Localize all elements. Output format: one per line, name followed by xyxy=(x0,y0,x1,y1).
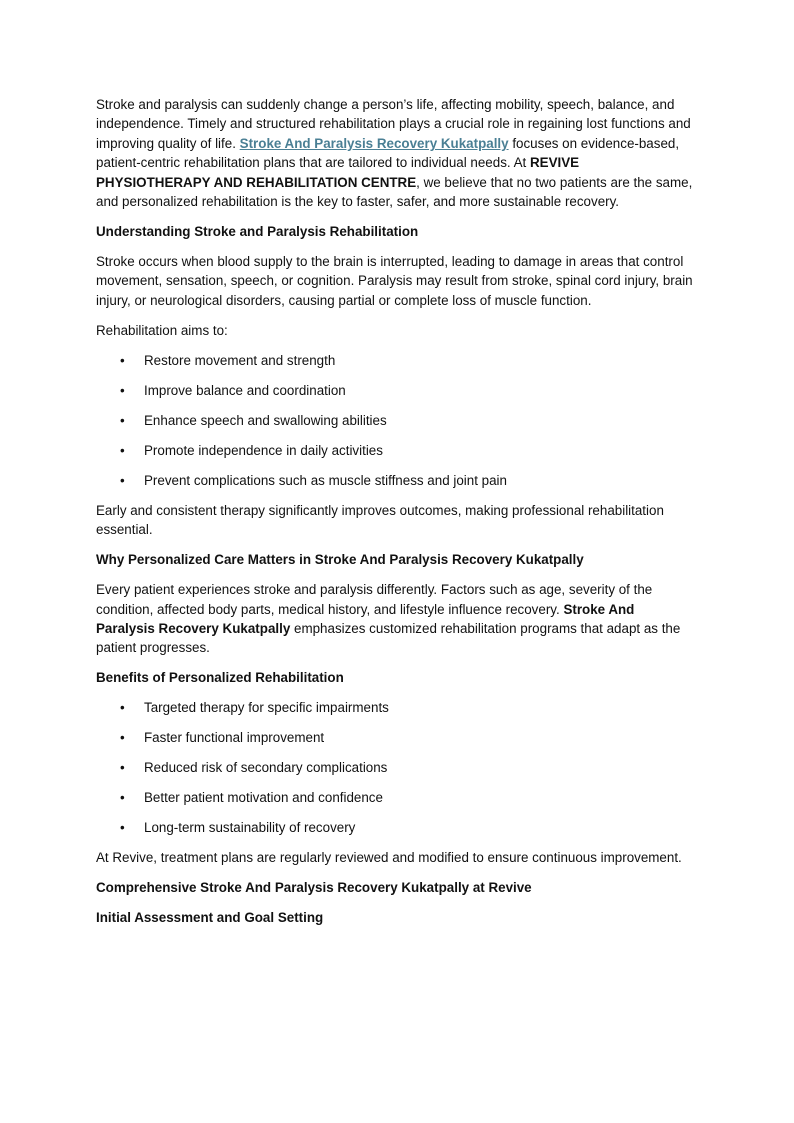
bullet-icon: • xyxy=(120,472,125,488)
section-heading: Understanding Stroke and Paralysis Rehabilitation xyxy=(96,224,419,240)
paragraph: Rehabilitation aims to: xyxy=(96,322,228,338)
document-page xyxy=(96,95,696,938)
list-item: • Enhance speech and swallowing abilities xyxy=(96,411,696,430)
list-item: • Promote independence in daily activities xyxy=(96,441,696,460)
list-item: • Prevent complications such as muscle stiffness and joint pain xyxy=(96,471,696,490)
bullet-icon: • xyxy=(120,760,125,776)
paragraph: Stroke occurs when blood supply to the brain is interrupted, leading to damage in areas that control movement, sensation, speech, or cognition. Paralysis may result from stroke, spinal cord injury, brain injury, or neurological disorders, causing partial or complete loss of muscle function. xyxy=(96,254,693,308)
section-heading: Comprehensive Stroke And Paralysis Recovery Kukatpally at Revive xyxy=(96,880,532,896)
section-heading: Why Personalized Care Matters in Stroke And Paralysis Recovery Kukatpally xyxy=(96,552,584,568)
list-item: • Long-term sustainability of recovery xyxy=(96,818,696,837)
list-item: • Faster functional improvement xyxy=(96,728,696,747)
clinic-name: REVIVE PHYSIOTHERAPY AND REHABILITATION CENTRE xyxy=(96,155,580,190)
paragraph: At Revive, treatment plans are regularly reviewed and modified to ensure continuous improvement. xyxy=(96,850,682,866)
recovery-link[interactable]: Stroke And Paralysis Recovery Kukatpally xyxy=(239,135,509,151)
bullet-icon: • xyxy=(120,730,125,746)
bullet-icon: • xyxy=(120,352,125,368)
paragraph: Every patient experiences stroke and paralysis differently. Factors such as age, severity of the condition, affected body parts, medical history, and lifestyle influence recovery. Stroke And Paralysis Recovery Kukatpally emphasizes customized rehabilitation programs that adapt as the patient progresses. xyxy=(96,582,681,656)
bullet-icon: • xyxy=(120,790,125,806)
bullet-icon: • xyxy=(120,700,125,716)
intro-paragraph: Stroke and paralysis can suddenly change a person’s life, affecting mobility, speech, balance, and independence. Timely and structured rehabilitation plays a crucial role in regaining lost functions and improving quality of life. Stroke And Paralysis Recovery Kukatpally focuses on evidence-based, patient-centric rehabilitation plans that are tailored to individual needs. At REVIVE PHYSIOTHERAPY AND REHABILITATION CENTRE, we believe that no two patients are the same, and personalized rehabilitation is the key to faster, safer, and more sustainable recovery. xyxy=(96,97,693,210)
section-heading: Benefits of Personalized Rehabilitation xyxy=(96,670,344,686)
bullet-icon: • xyxy=(120,442,125,458)
bullet-list xyxy=(96,351,696,490)
list-item: • Restore movement and strength xyxy=(96,351,696,370)
list-item: • Improve balance and coordination xyxy=(96,381,696,400)
list-item: • Targeted therapy for specific impairments xyxy=(96,698,696,717)
bullet-icon: • xyxy=(120,412,125,428)
list-item: • Better patient motivation and confidence xyxy=(96,788,696,807)
bullet-list xyxy=(96,698,696,837)
bullet-icon: • xyxy=(120,382,125,398)
paragraph: Early and consistent therapy significantly improves outcomes, making professional rehabilitation essential. xyxy=(96,502,664,538)
section-heading: Initial Assessment and Goal Setting xyxy=(96,910,324,926)
list-item: • Reduced risk of secondary complications xyxy=(96,758,696,777)
bullet-icon: • xyxy=(120,820,125,836)
